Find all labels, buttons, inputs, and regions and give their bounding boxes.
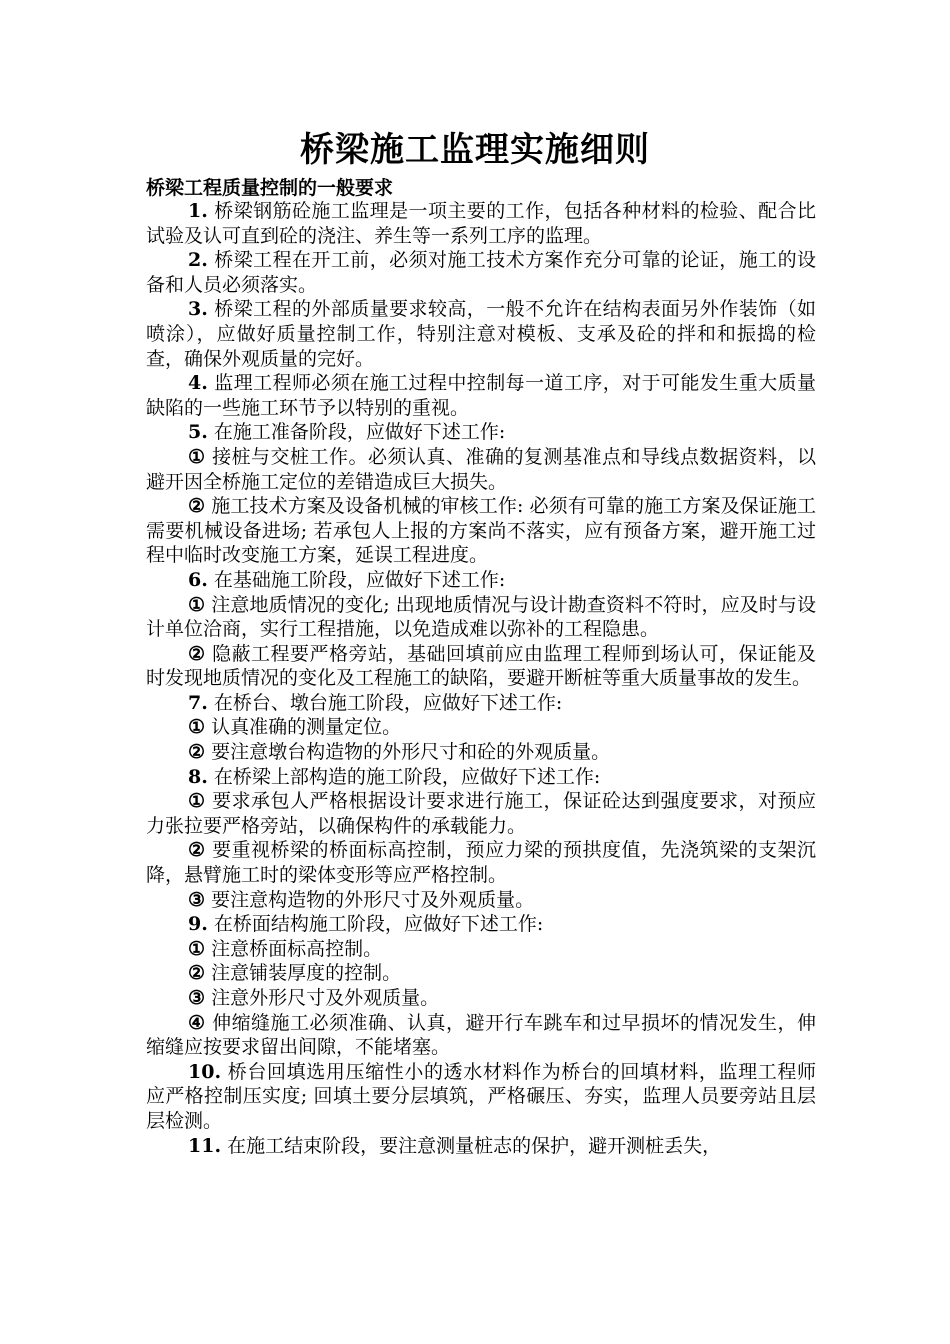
- paragraph-text: 在桥面结构施工阶段，应做好下述工作:: [207, 913, 544, 936]
- paragraph-text: 桥梁工程的外部质量要求较高，一般不允许在结构表面另外作装饰（如喷涂），应做好质量控制工作，特别注意对模板、支承及砼的拌和和振捣的检查，确保外观质量的完好。: [146, 298, 816, 370]
- paragraph-number: ②: [188, 495, 206, 518]
- paragraph: [146, 912, 816, 937]
- paragraph-number: 2.: [188, 249, 208, 272]
- paragraph-text: 注意地质情况的变化; 出现地质情况与设计勘查资料不符时，应及时与设计单位洽商，实行工程措施，以免造成难以弥补的工程隐患。: [146, 593, 816, 641]
- paragraph-text: 桥台回填选用压缩性小的透水材料作为桥台的回填材料，监理工程师应严格控制压实度; 回填土要分层填筑，严格碾压、夯实，监理人员要旁站且层层检测。: [146, 1060, 816, 1132]
- paragraph: [146, 937, 816, 962]
- paragraph: [146, 838, 816, 887]
- paragraph-text: 伸缩缝施工必须准确、认真，避开行车跳车和过早损坏的情况发生，伸缩缝应按要求留出间隙，不能堵塞。: [146, 1011, 816, 1059]
- paragraph-number: ①: [188, 790, 206, 813]
- paragraph-number: ①: [188, 716, 206, 739]
- paragraph-number: ①: [188, 937, 206, 960]
- paragraph-text: 注意外形尺寸及外观质量。: [205, 987, 440, 1009]
- paragraph-text: 在基础施工阶段，应做好下述工作:: [207, 568, 506, 591]
- paragraph: [146, 593, 816, 642]
- paragraph: [146, 297, 816, 371]
- paragraph-text: 在桥梁上部构造的施工阶段，应做好下述工作:: [207, 765, 601, 788]
- paragraph: [146, 494, 816, 568]
- paragraph-number: 7.: [188, 691, 208, 714]
- paragraph-number: 3.: [188, 298, 208, 321]
- paragraph-number: 6.: [188, 568, 208, 591]
- paragraph-number: 11.: [188, 1134, 222, 1157]
- paragraph: [146, 445, 816, 494]
- paragraph-text: 桥梁工程在开工前，必须对施工技术方案作充分可靠的论证，施工的设备和人员必须落实。: [146, 249, 816, 296]
- paragraph: [146, 961, 816, 986]
- paragraph-text: 要注意构造物的外形尺寸及外观质量。: [205, 888, 535, 911]
- paragraph: [146, 715, 816, 740]
- paragraph-text: 注意铺装厚度的控制。: [205, 962, 402, 985]
- paragraph-text: 在桥台、墩台施工阶段，应做好下述工作:: [207, 691, 563, 714]
- document-title: 桥梁施工监理实施细则: [300, 130, 650, 170]
- paragraph-number: 5.: [188, 421, 208, 444]
- paragraph-number: ②: [188, 839, 206, 862]
- paragraph-text: 要注意墩台构造物的外形尺寸和砼的外观质量。: [205, 741, 611, 764]
- paragraph-text: 要求承包人严格根据设计要求进行施工，保证砼达到强度要求，对预应力张拉要严格旁站，以确保构件的承载能力。: [146, 790, 816, 837]
- paragraph: [146, 248, 816, 297]
- paragraph-text: 接桩与交桩工作。必须认真、准确的复测基准点和导线点数据资料，以避开因全桥施工定位的差错造成巨大损失。: [146, 445, 816, 493]
- paragraph-text: 桥梁钢筋砼施工监理是一项主要的工作，包括各种材料的检验、配合比试验及认可直到砼的浇注、养生等一系列工序的监理。: [146, 200, 816, 247]
- paragraph-number: ④: [188, 1011, 206, 1034]
- paragraph: [146, 888, 816, 913]
- paragraph-text: 认真准确的测量定位。: [205, 716, 402, 739]
- paragraph: [146, 371, 816, 420]
- paragraph: [146, 691, 816, 716]
- paragraph: [146, 1134, 816, 1159]
- paragraph: [146, 568, 816, 593]
- paragraph-text: 监理工程师必须在施工过程中控制每一道工序，对于可能发生重大质量缺陷的一些施工环节予以特别的重视。: [146, 372, 816, 419]
- paragraph-number: ②: [188, 962, 206, 985]
- paragraph: [146, 789, 816, 838]
- paragraph: [146, 1011, 816, 1060]
- paragraph-number: ②: [188, 741, 206, 764]
- paragraph-text: 隐蔽工程要严格旁站，基础回填前应由监理工程师到场认可，保证能及时发现地质情况的变化及工程施工的缺陷，要避开断桩等重大质量事故的发生。: [146, 642, 816, 690]
- paragraph: [146, 986, 816, 1011]
- paragraph-number: ①: [188, 593, 206, 616]
- paragraph-number: 9.: [188, 913, 208, 936]
- paragraph: [146, 199, 816, 248]
- paragraph-number: 1.: [188, 200, 208, 222]
- paragraph: [146, 1060, 816, 1134]
- section-heading: 桥梁工程质量控制的一般要求: [146, 177, 394, 199]
- paragraph-text: 施工技术方案及设备机械的审核工作: 必须有可靠的施工方案及保证施工需要机械设备进场; 若承包人上报的方案尚不落实，应有预备方案，避开施工过程中临时改变施工方案，延误工程进度。: [146, 495, 816, 567]
- paragraph-number: ③: [188, 888, 206, 911]
- paragraph: [146, 765, 816, 790]
- paragraph-text: 在施工准备阶段，应做好下述工作:: [207, 421, 506, 444]
- paragraph: [146, 740, 816, 765]
- document-body: [146, 199, 816, 1158]
- paragraph-number: 8.: [188, 765, 208, 788]
- paragraph-text: 在施工结束阶段，要注意测量桩志的保护，避开测桩丢失，: [221, 1134, 722, 1157]
- paragraph-text: 注意桥面标高控制。: [205, 937, 383, 960]
- paragraph-number: 4.: [188, 372, 208, 395]
- paragraph: [146, 642, 816, 691]
- paragraph-number: ②: [188, 642, 206, 665]
- paragraph: [146, 420, 816, 445]
- paragraph-number: ①: [188, 445, 206, 468]
- paragraph-number: ③: [188, 987, 206, 1009]
- paragraph-text: 要重视桥梁的桥面标高控制，预应力梁的预拱度值，先浇筑梁的支架沉降，悬臂施工时的梁体变形等应严格控制。: [146, 839, 816, 887]
- paragraph-number: 10.: [188, 1060, 222, 1083]
